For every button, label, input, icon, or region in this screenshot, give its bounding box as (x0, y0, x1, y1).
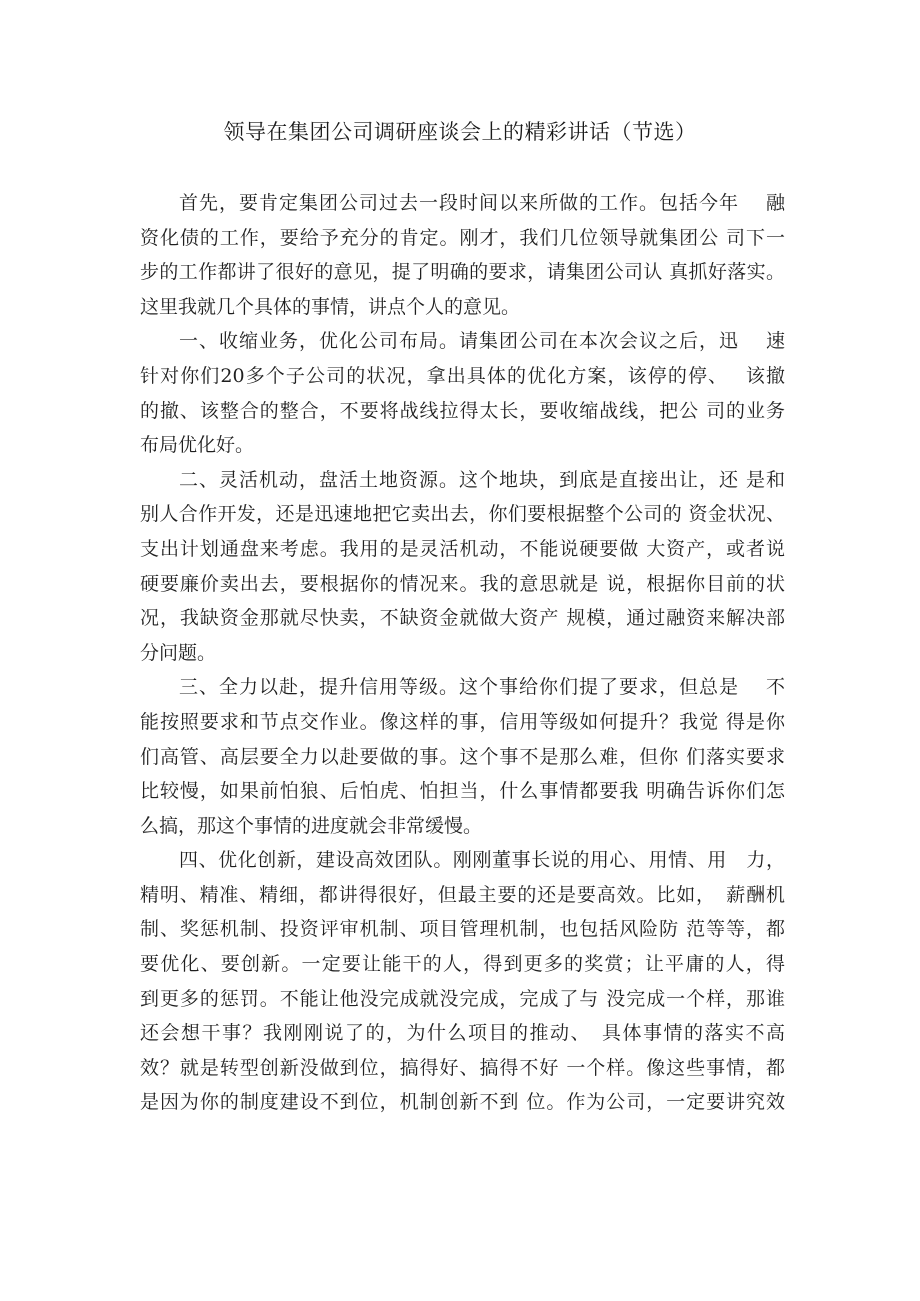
body-line: 首先，要肯定集团公司过去一段时间以来所做的工作。包括今年 融 (179, 192, 785, 214)
body-line: 是因为你的制度建设不到位，机制创新不到 位。作为公司，一定要讲究效 (140, 1091, 785, 1114)
body-line: 针对你们20多个子公司的状况，拿出具体的优化方案，该停的停、 该撤 (140, 364, 785, 387)
body-line: 的撤、该整合的整合，不要将战线拉得太长，要收缩战线，把公 司的业务 (140, 399, 785, 422)
body-line: 这里我就几个具体的事情，讲点个人的意见。 (140, 295, 521, 318)
body-line: 们高管、高层要全力以赴要做的事。这个事不是那么难，但你 们落实要求 (140, 745, 785, 768)
body-line: 硬要廉价卖出去，要根据你的情况来。我的意思就是 说，根据你目前的状 (140, 572, 785, 595)
body-line: 制、奖惩机制、投资评审机制、项目管理机制，也包括风险防 范等等，都 (140, 918, 785, 941)
body-line: 么搞，那这个事情的进度就会非常缓慢。 (140, 814, 483, 837)
body-line: 资化债的工作，要给予充分的肯定。刚才，我们几位领导就集团公 司下一 (140, 226, 785, 249)
body-line: 三、全力以赴，提升信用等级。这个事给你们提了要求，但总是 不 (179, 676, 785, 699)
body-line: 一、收缩业务，优化公司布局。请集团公司在本次会议之后，迅 速 (179, 330, 785, 353)
document-title: 领导在集团公司调研座谈会上的精彩讲话（节选） (223, 120, 697, 144)
body-line: 况，我缺资金那就尽快卖，不缺资金就做大资产 规模，通过融资来解决部 (140, 607, 785, 630)
body-line: 比较慢，如果前怕狼、后怕虎、怕担当，什么事情都要我 明确告诉你们怎 (140, 780, 785, 803)
body-line: 精明、精准、精细，都讲得很好，但最主要的还是要高效。比如， 薪酬机 (140, 883, 785, 906)
body-line: 分问题。 (140, 641, 217, 664)
document-body (140, 186, 785, 1120)
body-line: 要优化、要创新。一定要让能干的人，得到更多的奖赏；让平庸的人，得 (140, 953, 785, 976)
body-line: 步的工作都讲了很好的意见，提了明确的要求，请集团公司认 真抓好落实。 (140, 261, 785, 284)
body-line: 还会想干事？我刚刚说了的，为什么项目的推动、 具体事情的落实不高 (140, 1022, 785, 1045)
body-line: 布局优化好。 (140, 434, 255, 457)
body-line: 二、灵活机动，盘活土地资源。这个地块，到底是直接出让，还 是和 (179, 468, 785, 491)
body-line: 别人合作开发，还是迅速地把它卖出去，你们要根据整个公司的 资金状况、 (140, 503, 785, 526)
body-line: 支出计划通盘来考虑。我用的是灵活机动，不能说硬要做 大资产，或者说 (140, 537, 785, 560)
body-line: 到更多的惩罚。不能让他没完成就没完成，完成了与 没完成一个样，那谁 (140, 987, 785, 1010)
body-line: 能按照要求和节点交作业。像这样的事，信用等级如何提升？我觉 得是你 (140, 710, 785, 733)
body-line: 四、优化创新，建设高效团队。刚刚董事长说的用心、用情、用 力， (179, 849, 785, 872)
body-line: 效？就是转型创新没做到位，搞得好、搞得不好 一个样。像这些事情，都 (140, 1056, 785, 1079)
